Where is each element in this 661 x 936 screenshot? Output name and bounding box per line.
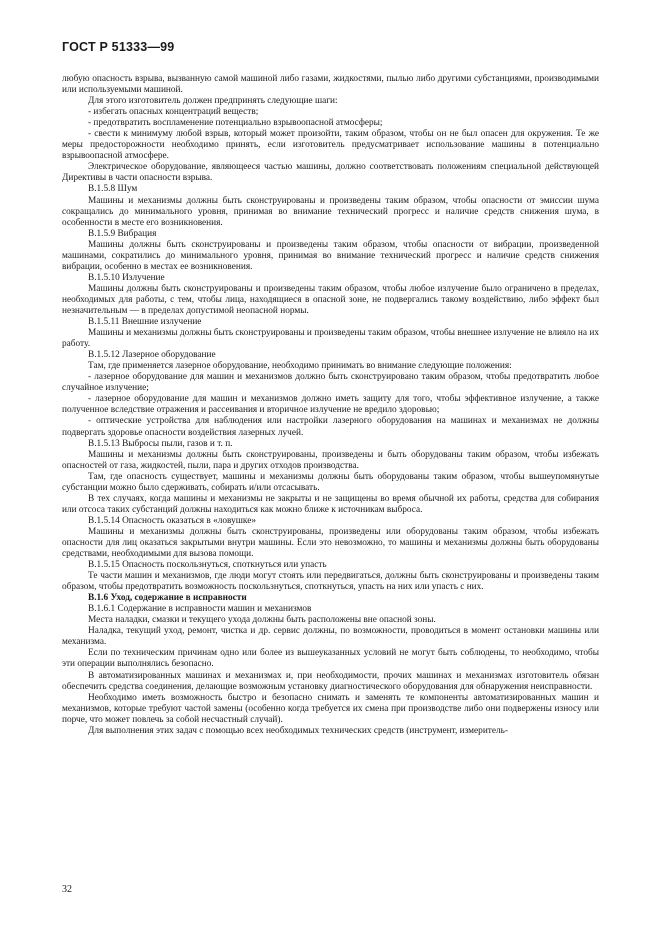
- paragraph: - лазерное оборудование для машин и механизмов должно иметь защиту для того, чтобы эффективное излучение, а также полученное вследствие отражения и рассеивания и вторичное излучение не вредило здоровью;: [62, 394, 599, 416]
- clause-heading: В.1.6.1 Содержание в исправности машин и механизмов: [88, 604, 312, 615]
- paragraph: Электрическое оборудование, являющееся частью машины, должно соответствовать положениям специальной действующей Директивы в части опасности взрыва.: [62, 162, 599, 184]
- paragraph: Машины должны быть сконструированы и произведены таким образом, чтобы опасности от вибрации, произведенной машинами, сократились до минимального уровня, принимая во внимание технический прогресс и наличие средств снижения вибрации, особенно в местах ее возникновения.: [62, 239, 599, 272]
- paragraph: Те части машин и механизмов, где люди могут стоять или передвигаться, должны быть сконструированы и произведены таким образом, чтобы предотвратить возможность поскользнуться, споткнуться, упасть на них или упасть с них.: [62, 571, 599, 593]
- clause-heading: В.1.5.10 Излучение: [88, 272, 165, 283]
- paragraph: - оптические устройства для наблюдения или настройки лазерного оборудования на машинах и механизмах не должны подвергать здоровье опасности воздействия лазерных лучей.: [62, 416, 599, 438]
- paragraph: Места наладки, смазки и текущего ухода должны быть расположены вне опасной зоны.: [88, 615, 436, 626]
- paragraph: Машины должны быть сконструированы и произведены таким образом, чтобы любое излучение было ограничено в пределах, необходимых для работы, с тем, чтобы лица, находящиеся в опасной зоне, не подвергались такому воздействию, либо эффект был незначительным — в пределах допустимой неопасной нормы.: [62, 283, 599, 316]
- paragraph: В тех случаях, когда машины и механизмы не закрыты и не защищены во время обычной их работы, средства для собирания или отсоса таких субстанций должны находиться как можно ближе к источникам выброса.: [62, 493, 599, 515]
- clause-heading: В.1.5.11 Внешние излучение: [88, 317, 202, 328]
- paragraph: - лазерное оборудование для машин и механизмов должно быть сконструировано таким образом, чтобы предотвратить любое случайное излучение;: [62, 372, 599, 394]
- clause-heading: В.1.5.12 Лазерное оборудование: [88, 350, 216, 361]
- paragraph: Машины и механизмы должны быть сконструированы, произведены или оборудованы таким образом, чтобы избежать опасности для лиц оказаться закрытыми внутри машины. Если это невозможно, то машины и механизмы должны быть оборудованы средствами, необходимыми для вызова помощи.: [62, 526, 599, 560]
- paragraph: - свести к минимуму любой взрыв, который может произойти, таким образом, чтобы он не был опасен для окружения. Те же меры предосторожности необходимо принять, если изготовитель предусматривает использование машины в потенциально взрывоопасной атмосфере.: [62, 129, 599, 162]
- paragraph: - избегать опасных концентраций веществ;: [88, 107, 259, 118]
- paragraph: Машины и механизмы должны быть сконструированы и произведены таким образом, чтобы внешнее излучение не влияло на их работу.: [62, 328, 599, 350]
- paragraph: любую опасность взрыва, вызванную самой машиной либо газами, жидкостями, пылью либо другими субстанциями, производимыми или используемыми машиной.: [62, 74, 599, 96]
- paragraph: Для этого изготовитель должен предпринять следующие шаги:: [88, 96, 338, 107]
- paragraph: Там, где применяется лазерное оборудование, необходимо принимать во внимание следующие положения:: [88, 361, 512, 372]
- section-heading: В.1.6 Уход, содержание в исправности: [88, 593, 247, 604]
- paragraph: Там, где опасность существует, машины и механизмы должны быть оборудованы таким образом, чтобы вышеупомянутые субстанции можно было сдерживать, собирать и/или отсасывать.: [62, 471, 599, 493]
- clause-heading: В.1.5.9 Вибрация: [88, 228, 157, 239]
- paragraph: Необходимо иметь возможность быстро и безопасно снимать и заменять те компоненты автоматизированных машин и механизмов, которые требуют частой замены (особенно когда требуется их смена при производстве либо они подвержены износу или порче, что может повлечь за собой несчастный случай).: [62, 692, 599, 725]
- paragraph: - предотвратить воспламенение потенциально взрывоопасной атмосферы;: [88, 118, 383, 129]
- paragraph: Машины и механизмы должны быть сконструированы и произведены таким образом, чтобы опасности от эмиссии шума сокращались до минимального уровня, принимая во внимание технический прогресс и наличие средств снижения шума, в особенности в месте его возникновения.: [62, 195, 599, 228]
- page-number: 32: [62, 884, 72, 895]
- paragraph: Машины и механизмы должны быть сконструированы, произведены и быть оборудованы таким образом, чтобы избежать опасностей от газа, жидкостей, пыли, пара и других отходов производства.: [62, 449, 599, 471]
- document-body: [62, 74, 599, 737]
- clause-heading: В.1.5.8 Шум: [88, 184, 138, 195]
- paragraph: В автоматизированных машинах и механизмах и, при необходимости, прочих машинах и механизмах изготовитель обязан обеспечить средства соединения, делающие возможным установку диагностического оборудования для обнаружения неисправности.: [62, 670, 599, 692]
- paragraph: Для выполнения этих задач с помощью всех необходимых технических средств (инструмент, измеритель-: [88, 725, 508, 736]
- standard-header: ГОСТ Р 51333—99: [62, 40, 175, 54]
- paragraph: Наладка, текущий уход, ремонт, чистка и др. сервис должны, по возможности, проводиться в момент остановки машины или механизма.: [62, 626, 599, 648]
- clause-heading: В.1.5.14 Опасность оказаться в «ловушке»: [88, 515, 256, 526]
- clause-heading: В.1.5.13 Выбросы пыли, газов и т. п.: [88, 438, 233, 449]
- paragraph: Если по техническим причинам одно или более из вышеуказанных условий не могут быть соблюдены, то необходимо, чтобы эти операции выполнялись безопасно.: [62, 648, 599, 670]
- clause-heading: В.1.5.15 Опасность поскользнуться, споткнуться или упасть: [88, 560, 327, 571]
